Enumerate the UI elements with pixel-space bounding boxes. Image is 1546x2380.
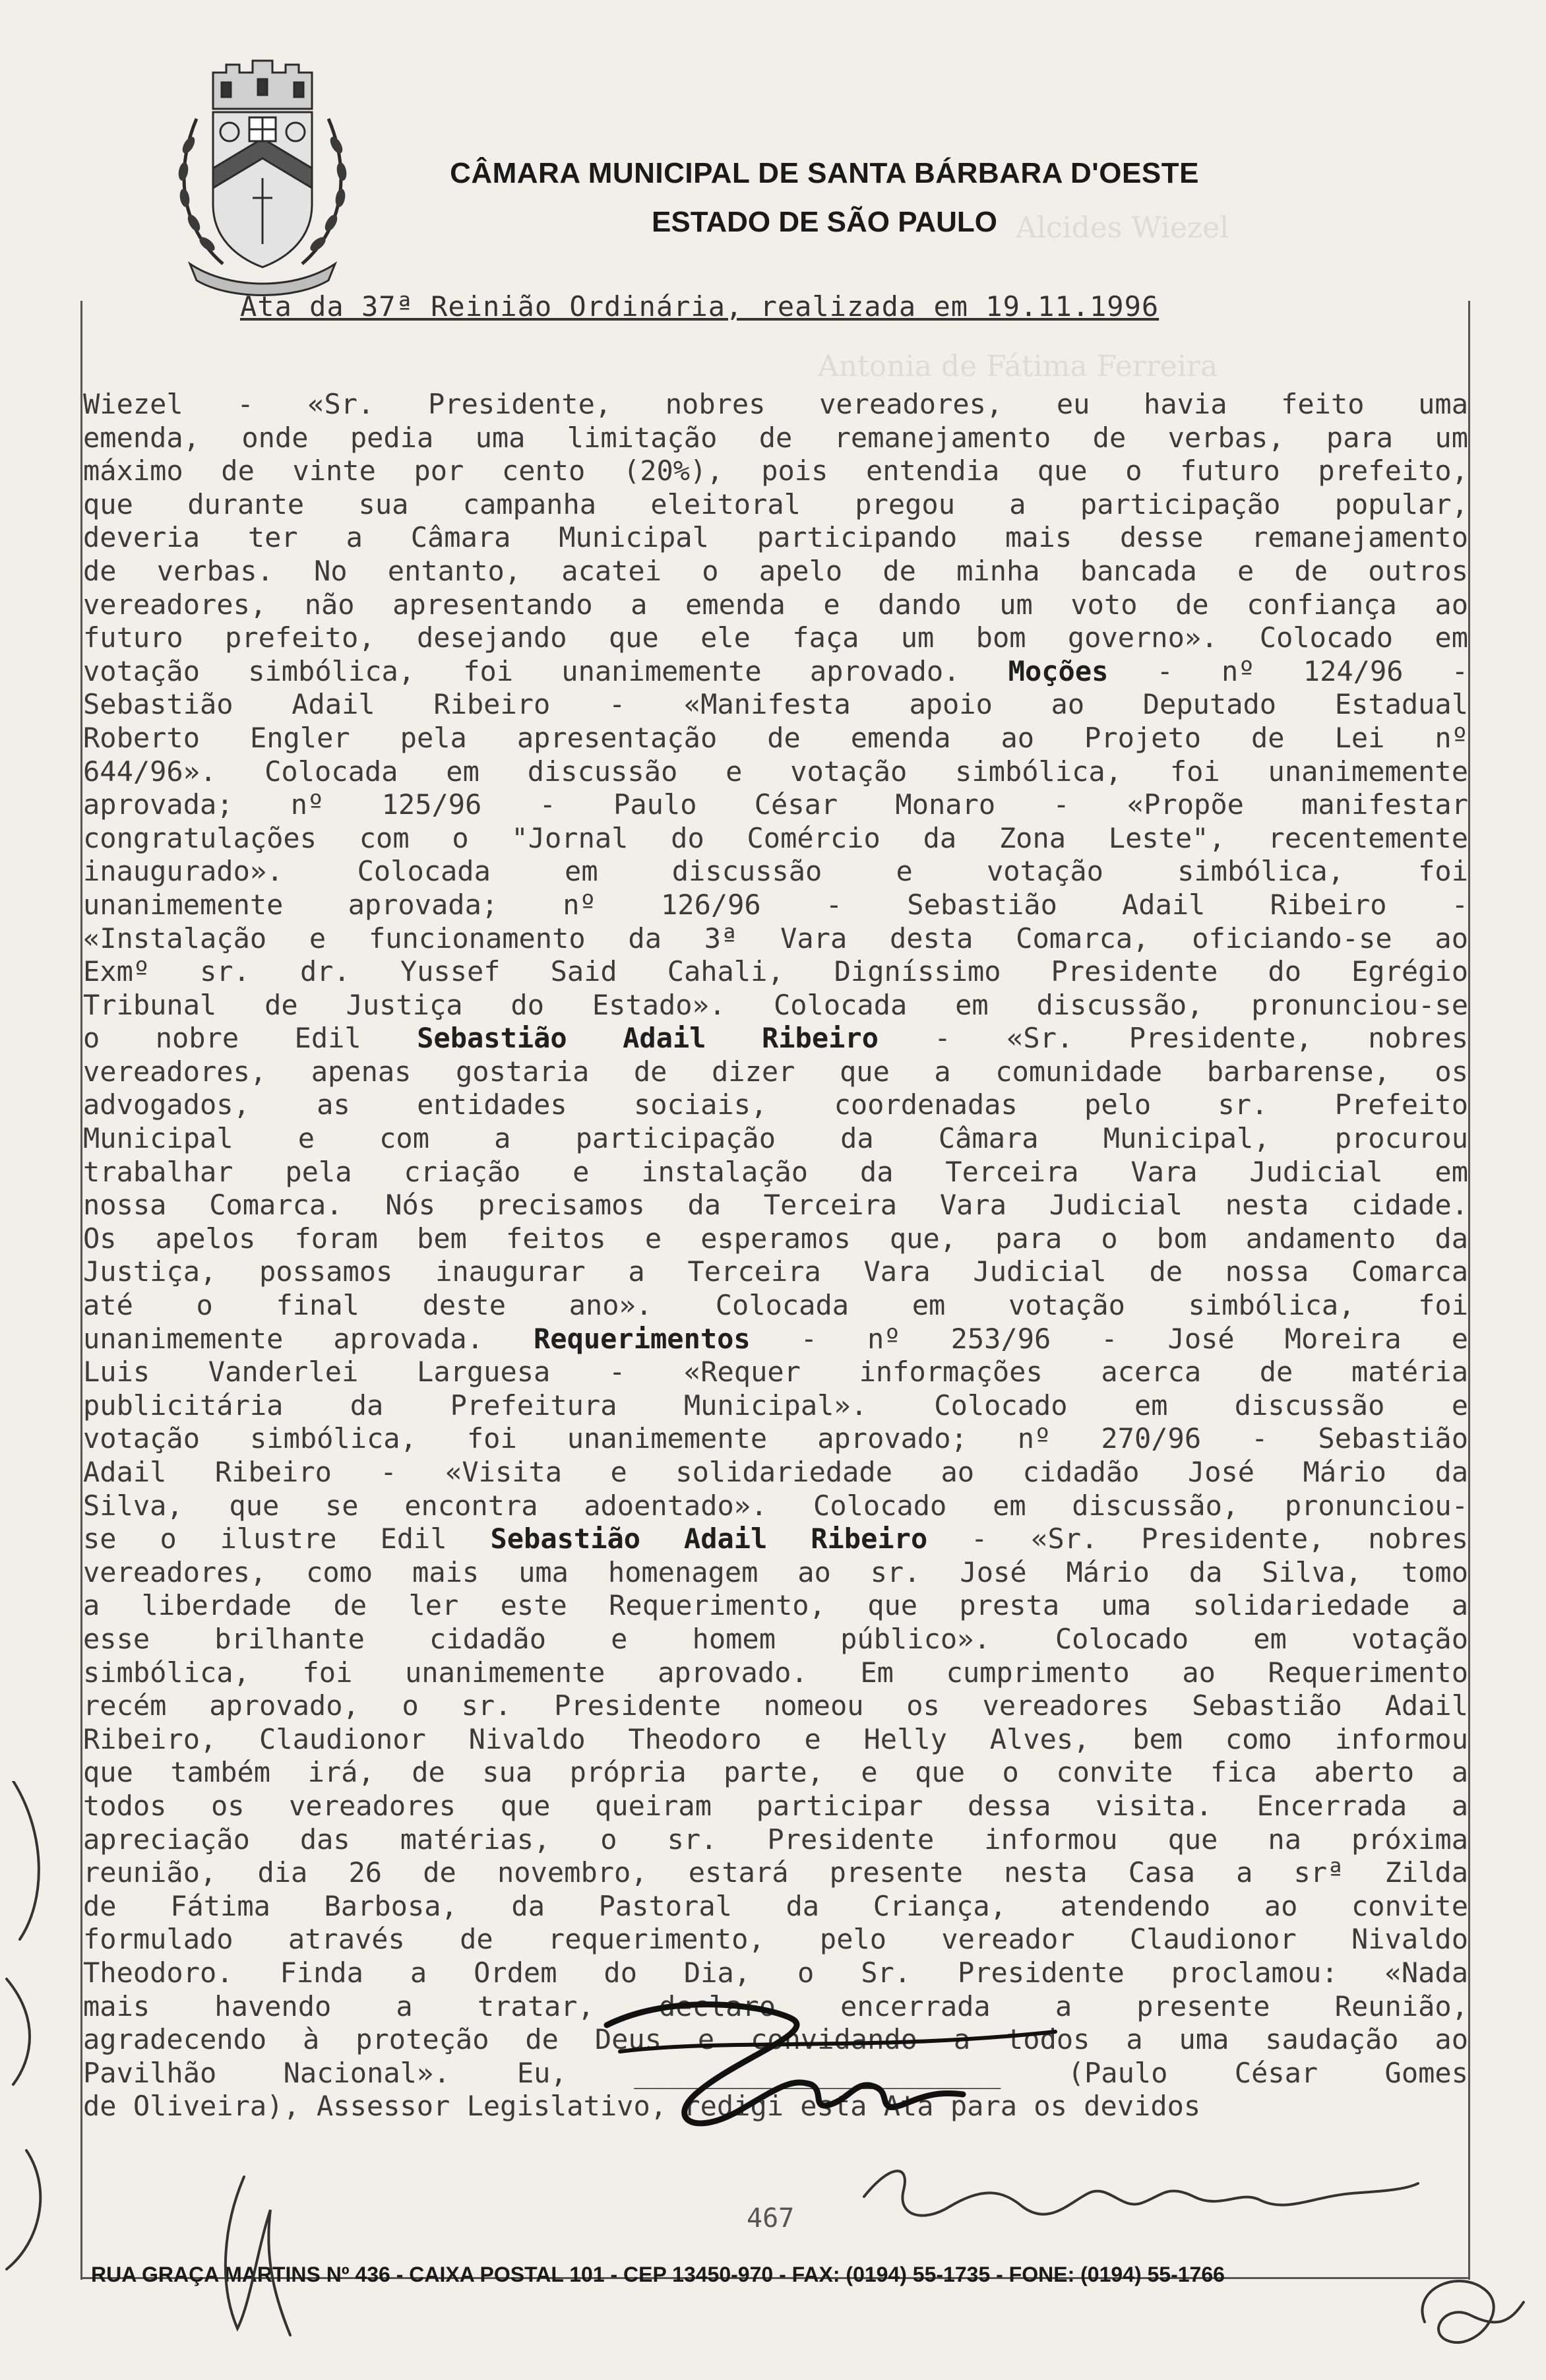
- text-line: [83, 1189, 1468, 1222]
- text-run: máximo de vinte por cento (20%), pois entendia que o futuro prefeito,: [83, 454, 1468, 487]
- text-line: [83, 755, 1468, 789]
- text-run: mais havendo a tratar, declaro encerrada a presente Reunião,: [83, 1989, 1468, 2022]
- text-line: [83, 1156, 1468, 1189]
- text-run: todos os vereadores que queiram participar dessa visita. Encerrada a: [83, 1789, 1468, 1822]
- text-run: se o ilustre Edil: [83, 1522, 491, 1555]
- footer-address: RUA GRAÇA MARTINS Nº 436 - CAIXA POSTAL 101 - CEP 13450-970 - FAX: (0194) 55-1735 - FONE: (0194) 55-1766: [91, 2263, 1225, 2286]
- text-line: [83, 422, 1468, 455]
- minutes-title: Ata da 37ª Reinião Ordinária, realizada em 19.11.1996: [240, 290, 1160, 323]
- text-line: [83, 1790, 1468, 1823]
- text-line: [83, 1556, 1468, 1590]
- text-run: Theodoro. Finda a Ordem do Dia, o Sr. Presidente proclamou: «Nada: [83, 1956, 1468, 1989]
- text-line: [83, 1323, 1468, 1356]
- text-line: [83, 1823, 1468, 1857]
- margin-signature: [0, 1781, 73, 2282]
- text-run: de verbas. No entanto, acatei o apelo de minha bancada e de outros: [83, 554, 1468, 587]
- bold-run: Sebastião Adail Ribeiro: [417, 1022, 879, 1055]
- text-line: [83, 1422, 1468, 1456]
- text-line: [83, 855, 1468, 889]
- text-run: Exmº sr. dr. Yussef Said Cahali, Digníssimo Presidente do Egrégio: [83, 955, 1468, 988]
- text-line: [83, 955, 1468, 989]
- text-run: nossa Comarca. Nós precisamos da Terceira Vara Judicial nesta cidade.: [83, 1189, 1468, 1222]
- text-run: trabalhar pela criação e instalação da Terceira Vara Judicial em: [83, 1155, 1468, 1188]
- text-line: [83, 454, 1468, 488]
- text-run: Os apelos foram bem feitos e esperamos que, para o bom andamento da: [83, 1222, 1468, 1255]
- text-line: [83, 1356, 1468, 1389]
- showthrough-text: Antonia de Fátima Ferreira: [818, 350, 1218, 383]
- text-run: votação simbólica, foi unanimemente aprovado; nº 270/96 - Sebastião: [83, 1422, 1468, 1455]
- bold-run: Sebastião Adail Ribeiro: [490, 1522, 928, 1555]
- chamber-title: CÂMARA MUNICIPAL DE SANTA BÁRBARA D'OESTE: [450, 157, 1199, 189]
- text-run: advogados, as entidades sociais, coordenadas pelo sr. Prefeito: [83, 1088, 1468, 1121]
- text-line: [83, 1856, 1468, 1890]
- text-run: Luis Vanderlei Larguesa - «Requer informações acerca de matéria: [83, 1356, 1468, 1389]
- text-line: [83, 1656, 1468, 1690]
- text-run: - «Sr. Presidente, nobres: [879, 1022, 1468, 1055]
- text-run: simbólica, foi unanimemente aprovado. Em cumprimento ao Requerimento: [83, 1656, 1468, 1689]
- text-run: apreciação das matérias, o sr. Presidente informou que na próxima: [83, 1823, 1468, 1856]
- text-line: [83, 1389, 1468, 1423]
- text-run: vereadores, não apresentando a emenda e dando um voto de confiança ao: [83, 588, 1468, 621]
- text-run: «Instalação e funcionamento da 3ª Vara desta Comarca, oficiando-se ao: [83, 922, 1468, 955]
- margin-initials: [1398, 2243, 1530, 2368]
- text-line: [83, 388, 1468, 422]
- text-run: - «Sr. Presidente, nobres: [927, 1522, 1468, 1555]
- text-run: o nobre Edil: [83, 1022, 417, 1055]
- bold-run: Requerimentos: [534, 1322, 751, 1355]
- text-run: recém aprovado, o sr. Presidente nomeou os vereadores Sebastião Adail: [83, 1689, 1468, 1722]
- text-run: agradecendo à proteção de Deus e convidando a todos a uma saudação ao: [83, 2023, 1468, 2056]
- text-run: votação simbólica, foi unanimemente aprovado.: [83, 654, 1008, 687]
- text-line: [83, 555, 1468, 588]
- bold-run: Moções: [1008, 654, 1109, 687]
- text-run: Justiça, possamos inaugurar a Terceira Vara Judicial de nossa Comarca: [83, 1255, 1468, 1288]
- text-run: esse brilhante cidadão e homem público». Colocado em votação: [83, 1622, 1468, 1655]
- text-run: Roberto Engler pela apresentação de emenda ao Projeto de Lei nº: [83, 721, 1468, 754]
- text-line: [83, 788, 1468, 822]
- text-run: publicitária da Prefeitura Municipal». Colocado em discussão e: [83, 1389, 1468, 1422]
- text-run: 644/96». Colocada em discussão e votação simbólica, foi unanimemente: [83, 755, 1468, 788]
- text-line: [83, 521, 1468, 555]
- text-run: reunião, dia 26 de novembro, estará presente nesta Casa a srª Zilda: [83, 1856, 1468, 1889]
- text-line: [83, 1589, 1468, 1623]
- text-line: [83, 1255, 1468, 1289]
- text-line: [83, 1122, 1468, 1156]
- text-run: Pavilhão Nacional». Eu, ______________________ (Paulo César Gomes: [83, 2056, 1468, 2089]
- text-line: [83, 621, 1468, 655]
- text-line: [83, 1957, 1468, 1990]
- text-line: [83, 1222, 1468, 1256]
- text-line: [83, 1756, 1468, 1790]
- text-run: unanimemente aprovada; nº 126/96 - Sebastião Adail Ribeiro -: [83, 888, 1468, 921]
- text-line: [83, 1289, 1468, 1323]
- text-line: [83, 1022, 1468, 1055]
- page-number: 467: [747, 2203, 795, 2234]
- text-line: [83, 889, 1468, 922]
- text-line: [83, 2090, 1468, 2123]
- president-signature: [851, 2144, 1431, 2243]
- minutes-body: [83, 388, 1468, 2123]
- state-subtitle: ESTADO DE SÃO PAULO: [652, 206, 997, 238]
- text-run: futuro prefeito, desejando que ele faça um bom governo». Colocado em: [83, 621, 1468, 654]
- text-line: [83, 1890, 1468, 1924]
- text-run: inaugurado». Colocada em discussão e votação simbólica, foi: [83, 855, 1468, 888]
- text-run: de Oliveira), Assessor Legislativo, redigi esta Ata para os devidos: [83, 2090, 1201, 2123]
- text-line: [83, 922, 1468, 956]
- text-run: a liberdade de ler este Requerimento, que presta uma solidariedade a: [83, 1589, 1468, 1622]
- text-run: que também irá, de sua própria parte, e que o convite fica aberto a: [83, 1756, 1468, 1789]
- showthrough-text: Alcides Wiezel: [1016, 211, 1229, 245]
- text-run: aprovada; nº 125/96 - Paulo César Monaro - «Propõe manifestar: [83, 788, 1468, 821]
- text-run: Adail Ribeiro - «Visita e solidariedade ao cidadão José Mário da: [83, 1456, 1468, 1488]
- text-line: [83, 1689, 1468, 1723]
- text-line: [83, 989, 1468, 1022]
- text-run: - nº 253/96 - José Moreira e: [750, 1322, 1468, 1355]
- member-signature: [198, 2170, 297, 2342]
- text-run: emenda, onde pedia uma limitação de remanejamento de verbas, para um: [83, 421, 1468, 454]
- text-run: - nº 124/96 -: [1108, 654, 1468, 687]
- text-line: [83, 588, 1468, 622]
- text-line: [83, 488, 1468, 522]
- text-line: [83, 1489, 1468, 1523]
- text-line: [83, 655, 1468, 689]
- text-run: vereadores, como mais uma homenagem ao sr. José Mário da Silva, tomo: [83, 1555, 1468, 1588]
- text-line: [83, 1990, 1468, 2024]
- text-run: Silva, que se encontra adoentado». Colocado em discussão, pronunciou-: [83, 1489, 1468, 1522]
- frame-right-rule: [1468, 301, 1470, 2280]
- text-line: [83, 822, 1468, 856]
- text-run: Ribeiro, Claudionor Nivaldo Theodoro e Helly Alves, bem como informou: [83, 1722, 1468, 1755]
- text-line: [83, 1055, 1468, 1089]
- text-run: de Fátima Barbosa, da Pastoral da Criança, atendendo ao convite: [83, 1889, 1468, 1922]
- text-line: [83, 2057, 1468, 2090]
- text-line: [83, 1456, 1468, 1489]
- frame-left-rule: [80, 301, 82, 2280]
- text-run: vereadores, apenas gostaria de dizer que a comunidade barbarense, os: [83, 1055, 1468, 1088]
- text-run: Tribunal de Justiça do Estado». Colocada em discussão, pronunciou-se: [83, 988, 1468, 1021]
- text-line: [83, 1623, 1468, 1656]
- text-line: [83, 1923, 1468, 1957]
- municipal-crest-logo: [150, 46, 375, 303]
- text-run: unanimemente aprovada.: [83, 1322, 534, 1355]
- text-line: [83, 1522, 1468, 1556]
- text-run: Sebastião Adail Ribeiro - «Manifesta apoio ao Deputado Estadual: [83, 688, 1468, 721]
- text-line: [83, 722, 1468, 755]
- text-run: deveria ter a Câmara Municipal participando mais desse remanejamento: [83, 521, 1468, 554]
- text-run: Wiezel - «Sr. Presidente, nobres vereadores, eu havia feito uma: [83, 388, 1468, 420]
- text-run: até o final deste ano». Colocada em votação simbólica, foi: [83, 1289, 1468, 1322]
- text-run: congratulações com o "Jornal do Comércio da Zona Leste", recentemente: [83, 821, 1468, 854]
- text-run: que durante sua campanha eleitoral pregou a participação popular,: [83, 487, 1468, 520]
- text-line: [83, 1088, 1468, 1122]
- text-line: [83, 1723, 1468, 1757]
- text-line: [83, 2023, 1468, 2057]
- text-line: [83, 688, 1468, 722]
- text-run: Municipal e com a participação da Câmara Municipal, procurou: [83, 1122, 1468, 1155]
- text-run: formulado através de requerimento, pelo vereador Claudionor Nivaldo: [83, 1923, 1468, 1956]
